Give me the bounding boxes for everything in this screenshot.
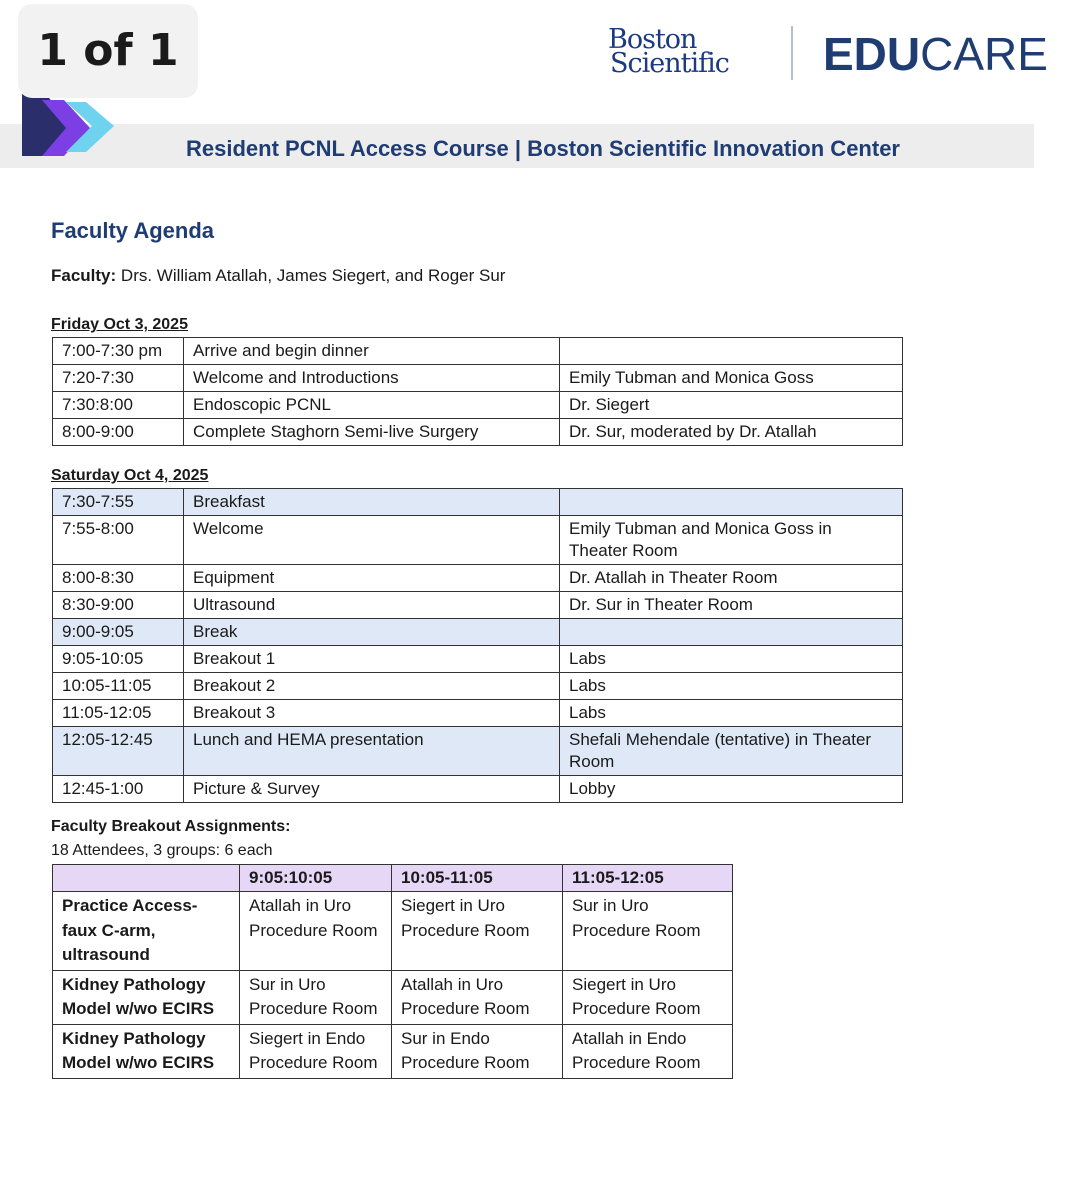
presenter-cell: Dr. Atallah in Theater Room [560, 565, 903, 592]
assignment-cell: Siegert in Uro Procedure Room [392, 892, 563, 971]
presenter-cell: Shefali Mehendale (tentative) in Theater Room [560, 727, 903, 776]
time-cell: 11:05-12:05 [53, 700, 184, 727]
time-cell: 7:00-7:30 pm [53, 338, 184, 365]
presenter-cell: Emily Tubman and Monica Goss [560, 365, 903, 392]
time-cell: 7:30-7:55 [53, 489, 184, 516]
presenter-cell: Dr. Siegert [560, 392, 903, 419]
station-cell: Kidney Pathology Model w/wo ECIRS [53, 1024, 240, 1078]
time-cell: 10:05-11:05 [53, 673, 184, 700]
table-row [53, 673, 903, 700]
time-cell: 9:00-9:05 [53, 619, 184, 646]
table-row [53, 619, 903, 646]
table-row [53, 338, 903, 365]
table-row [53, 970, 733, 1024]
activity-cell: Ultrasound [184, 592, 560, 619]
column-header [53, 865, 240, 892]
activity-cell: Break [184, 619, 560, 646]
course-title: Resident PCNL Access Course | Boston Scientific Innovation Center [186, 136, 900, 161]
time-cell: 12:05-12:45 [53, 727, 184, 776]
activity-cell: Breakout 1 [184, 646, 560, 673]
page-counter: 1 of 1 [18, 4, 198, 98]
time-cell: 7:55-8:00 [53, 516, 184, 565]
saturday-heading: Saturday Oct 4, 2025 [51, 467, 209, 484]
breakout-subheading: 18 Attendees, 3 groups: 6 each [51, 842, 273, 859]
assignment-cell: Sur in Endo Procedure Room [392, 1024, 563, 1078]
activity-cell: Equipment [184, 565, 560, 592]
time-cell: 7:20-7:30 [53, 365, 184, 392]
table-row [53, 516, 903, 565]
presenter-cell: Labs [560, 646, 903, 673]
presenter-cell: Dr. Sur in Theater Room [560, 592, 903, 619]
time-cell: 8:00-8:30 [53, 565, 184, 592]
educare-logo: EDUCARE [823, 28, 1048, 80]
activity-cell: Breakout 3 [184, 700, 560, 727]
column-header: 10:05-11:05 [392, 865, 563, 892]
station-cell: Practice Access-faux C-arm, ultrasound [53, 892, 240, 971]
table-row [53, 892, 733, 971]
activity-cell: Welcome [184, 516, 560, 565]
table-row [53, 700, 903, 727]
station-cell: Kidney Pathology Model w/wo ECIRS [53, 970, 240, 1024]
activity-cell: Complete Staghorn Semi-live Surgery [184, 419, 560, 446]
assignment-cell: Siegert in Endo Procedure Room [240, 1024, 392, 1078]
breakout-assignments-table [52, 864, 733, 1079]
presenter-cell [560, 338, 903, 365]
presenter-cell: Dr. Sur, moderated by Dr. Atallah [560, 419, 903, 446]
table-row [53, 646, 903, 673]
presenter-cell: Labs [560, 700, 903, 727]
time-cell: 9:05-10:05 [53, 646, 184, 673]
time-cell: 8:30-9:00 [53, 592, 184, 619]
boston-scientific-logo: Boston Scientific [608, 24, 729, 79]
assignment-cell: Atallah in Uro Procedure Room [240, 892, 392, 971]
table-row [53, 419, 903, 446]
activity-cell: Arrive and begin dinner [184, 338, 560, 365]
presenter-cell: Emily Tubman and Monica Goss in Theater Room [560, 516, 903, 565]
presenter-cell [560, 619, 903, 646]
column-header: 11:05-12:05 [563, 865, 733, 892]
presenter-cell: Lobby [560, 776, 903, 803]
table-row [53, 776, 903, 803]
activity-cell: Breakfast [184, 489, 560, 516]
saturday-schedule-table [52, 488, 903, 803]
chevron-logo-icon [20, 92, 120, 162]
assignment-cell: Atallah in Endo Procedure Room [563, 1024, 733, 1078]
friday-heading: Friday Oct 3, 2025 [51, 316, 188, 333]
agenda-title: Faculty Agenda [51, 218, 214, 243]
time-cell: 8:00-9:00 [53, 419, 184, 446]
faculty-line [51, 266, 505, 286]
assignment-cell: Atallah in Uro Procedure Room [392, 970, 563, 1024]
table-row [53, 592, 903, 619]
activity-cell: Welcome and Introductions [184, 365, 560, 392]
presenter-cell: Labs [560, 673, 903, 700]
presenter-cell [560, 489, 903, 516]
friday-schedule-table [52, 337, 903, 446]
table-row [53, 365, 903, 392]
table-row [53, 1024, 733, 1078]
table-row [53, 489, 903, 516]
time-cell: 7:30:8:00 [53, 392, 184, 419]
breakout-heading: Faculty Breakout Assignments: [51, 818, 291, 835]
activity-cell: Picture & Survey [184, 776, 560, 803]
assignment-cell: Siegert in Uro Procedure Room [563, 970, 733, 1024]
table-row [53, 392, 903, 419]
activity-cell: Breakout 2 [184, 673, 560, 700]
time-cell: 12:45-1:00 [53, 776, 184, 803]
column-header: 9:05:10:05 [240, 865, 392, 892]
assignment-cell: Sur in Uro Procedure Room [240, 970, 392, 1024]
assignment-cell: Sur in Uro Procedure Room [563, 892, 733, 971]
table-row [53, 565, 903, 592]
activity-cell: Endoscopic PCNL [184, 392, 560, 419]
table-header-row [53, 865, 733, 892]
faculty-names: Drs. William Atallah, James Siegert, and Roger Sur [120, 266, 506, 285]
table-row [53, 727, 903, 776]
logo-divider [791, 26, 793, 80]
faculty-label: Faculty: [51, 266, 117, 285]
activity-cell: Lunch and HEMA presentation [184, 727, 560, 776]
